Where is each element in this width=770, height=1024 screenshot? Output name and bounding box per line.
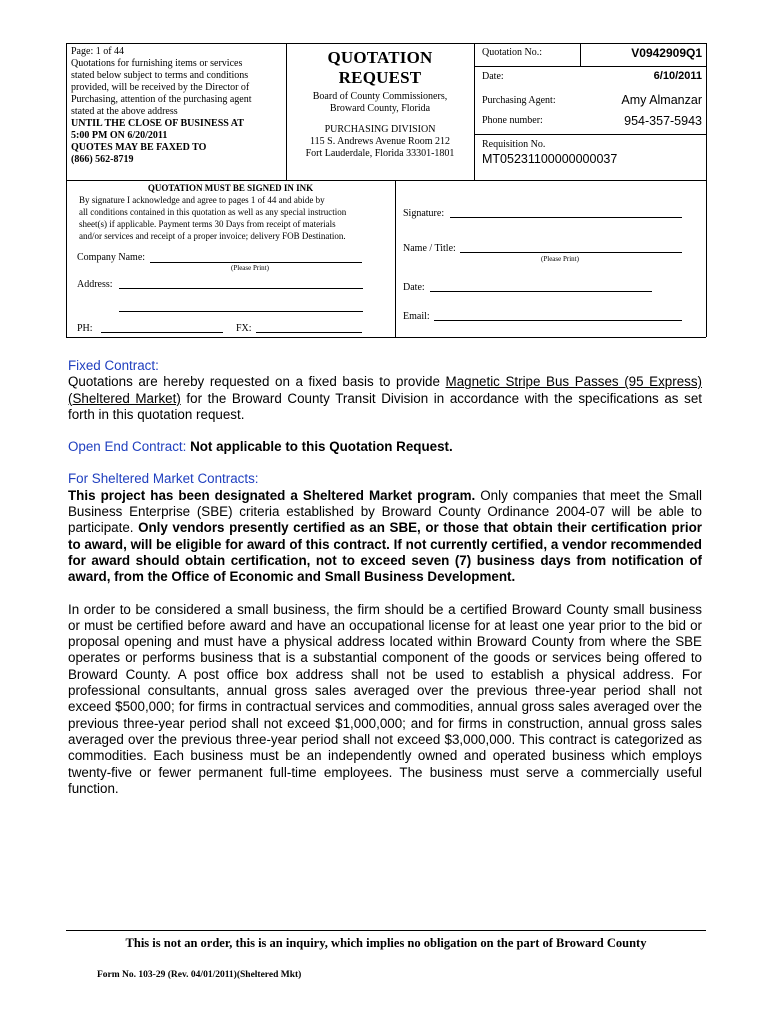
instruction-line: provided, will be received by the Director of bbox=[71, 82, 250, 93]
sheltered-text bbox=[68, 488, 702, 586]
fax-line: QUOTES MAY BE FAXED TO bbox=[71, 142, 207, 153]
deadline-line: 5:00 PM ON 6/20/2011 bbox=[71, 130, 168, 141]
header-left bbox=[71, 46, 283, 166]
agreement-line: and/or services and receipt of a proper invoice; delivery FOB Destination. bbox=[79, 231, 346, 241]
header-right-rule-1 bbox=[474, 66, 706, 67]
phone-label: Phone number: bbox=[482, 115, 543, 126]
open-end-contract bbox=[68, 439, 702, 455]
requisition-label: Requisition No. bbox=[482, 139, 546, 150]
header-bottom-border bbox=[66, 180, 706, 181]
fixed-contract-rest: for the Broward County Transit Division in accordance with the specifications as set forth in this quotation request. bbox=[68, 390, 702, 422]
instruction-line: Purchasing, attention of the purchasing agent bbox=[71, 94, 252, 105]
fixed-contract-heading: Fixed Contract: bbox=[68, 358, 159, 373]
header-center bbox=[288, 48, 472, 160]
header-left-border bbox=[66, 43, 67, 180]
email-input[interactable] bbox=[434, 320, 682, 321]
sheltered-criteria: Only companies that meet the Small Business Enterprise (SBE) criteria established by Broward County Ordinance 2004-07 will be able to participate. bbox=[68, 487, 702, 536]
sig-date-input[interactable] bbox=[430, 291, 652, 292]
agreement-line: all conditions contained in this quotation as well as any special instruction bbox=[79, 207, 347, 217]
inquiry-notice: This is not an order, this is an inquiry, which implies no obligation on the part of Broward County bbox=[125, 936, 647, 950]
quotation-no-value: V0942909Q1 bbox=[631, 46, 702, 60]
requisition-value: MT05231100000000037 bbox=[482, 152, 618, 166]
quotation-no-label: Quotation No.: bbox=[482, 47, 542, 58]
agreement-line: sheet(s) if applicable. Payment terms 30 Days from receipt of materials bbox=[79, 219, 336, 229]
board-line: Board of County Commissioners, bbox=[312, 91, 448, 102]
board-line: Broward County, Florida bbox=[329, 103, 431, 114]
sig-bottom-border bbox=[66, 337, 706, 338]
header-top-border bbox=[66, 43, 706, 44]
signature-label: Signature: bbox=[403, 208, 445, 219]
header-divider-2 bbox=[474, 43, 475, 180]
form-title: QUOTATION REQUEST bbox=[327, 48, 433, 87]
header-divider-1 bbox=[286, 43, 287, 180]
quote-no-divider bbox=[580, 43, 581, 66]
form-number: Form No. 103-29 (Rev. 04/01/2011)(Sheltered Mkt) bbox=[97, 970, 302, 980]
please-print-note-right: (Please Print) bbox=[541, 255, 579, 263]
sheltered-market-tag: (Sheltered Market) bbox=[68, 390, 181, 406]
date-label: Date: bbox=[482, 71, 504, 82]
company-label: Company Name: bbox=[77, 252, 146, 263]
fixed-contract-text bbox=[68, 374, 702, 423]
name-title-input[interactable] bbox=[460, 252, 682, 253]
right-border bbox=[706, 43, 707, 337]
header-right-rule-2 bbox=[474, 134, 706, 135]
fax-field-label: FX: bbox=[236, 323, 252, 334]
item-description: Magnetic Stripe Bus Passes (95 Express) bbox=[445, 374, 703, 390]
address-label: Address: bbox=[77, 279, 113, 290]
deadline-line: UNTIL THE CLOSE OF BUSINESS AT bbox=[71, 118, 244, 129]
instruction-line: Quotations for furnishing items or services bbox=[71, 58, 243, 69]
agreement-line: By signature I acknowledge and agree to pages 1 of 44 and abide by bbox=[79, 195, 325, 205]
date-value: 6/10/2011 bbox=[653, 70, 702, 82]
instruction-line: stated below subject to terms and conditions bbox=[71, 70, 249, 81]
fax-number: (866) 562-8719 bbox=[71, 154, 134, 165]
address-input-1[interactable] bbox=[119, 288, 363, 289]
email-label: Email: bbox=[403, 311, 430, 322]
sign-in-ink-notice: QUOTATION MUST BE SIGNED IN INK bbox=[147, 183, 314, 193]
fax-input[interactable] bbox=[256, 332, 362, 333]
agent-label: Purchasing Agent: bbox=[482, 95, 556, 106]
division-name: PURCHASING DIVISION bbox=[324, 124, 436, 135]
page-count: Page: 1 of 44 bbox=[71, 46, 125, 57]
phone-input[interactable] bbox=[101, 332, 223, 333]
footer-rule bbox=[66, 930, 706, 931]
phone-value: 954-357-5943 bbox=[624, 114, 702, 128]
small-business-paragraph: In order to be considered a small business, the firm should be a certified Broward County small business or must be certified before award and have an occupational license for at least one year prior to the bid or proposal opening and must have a physical address located within Broward County from where the SBE operates or performs business that is a substantial component of the goods or services being offered to Broward County. A post office box address shall not be used to establish a physical address. For professional consultants, annual gross sales averaged over the previous three-year period shall not exceed $500,000; for firms in contractual services and commodities, annual gross sales averaged over the previous three-year period shall not exceed $1,000,000; and for firms in construction, annual gross sales averaged over the previous three-year period shall not exceed $3,000,000. This contract is categorized as commodities. Each business must be an independently owned and operated business which employs twenty-five or fewer permanent full-time employees. The business must serve a commercially useful function. bbox=[68, 601, 702, 796]
company-input[interactable] bbox=[150, 262, 362, 263]
signature-input[interactable] bbox=[450, 217, 682, 218]
address-input-2[interactable] bbox=[119, 311, 363, 312]
sig-divider bbox=[395, 180, 396, 337]
division-address: Fort Lauderdale, Florida 33301-1801 bbox=[305, 148, 455, 159]
sheltered-designation: This project has been designated a Sheltered Market program. bbox=[68, 487, 476, 503]
agreement-text bbox=[79, 194, 393, 242]
please-print-note: (Please Print) bbox=[231, 264, 269, 272]
agent-value: Amy Almanzar bbox=[621, 93, 702, 107]
sheltered-certification: Only vendors presently certified as an SBE, or those that obtain their certification prior to award, will be eligible for award of this contract. If not currently certified, a vendor recommended for award should obtain certification, not to exceed seven (7) business days from notification of award, from the Office of Economic and Small Business Development. bbox=[68, 520, 702, 585]
fixed-contract-intro: Quotations are hereby requested on a fixed basis to provide bbox=[68, 374, 446, 390]
sig-date-label: Date: bbox=[403, 282, 425, 293]
instruction-line: stated at the above address bbox=[71, 106, 178, 117]
name-title-label: Name / Title: bbox=[403, 243, 456, 254]
body-content bbox=[68, 358, 702, 797]
open-end-heading: Open End Contract: bbox=[68, 439, 187, 455]
division-address: 115 S. Andrews Avenue Room 212 bbox=[310, 136, 450, 147]
sheltered-heading: For Sheltered Market Contracts: bbox=[68, 471, 259, 487]
sig-left-border bbox=[66, 180, 67, 337]
phone-field-label: PH: bbox=[77, 323, 93, 334]
open-end-text: Not applicable to this Quotation Request. bbox=[186, 439, 453, 455]
